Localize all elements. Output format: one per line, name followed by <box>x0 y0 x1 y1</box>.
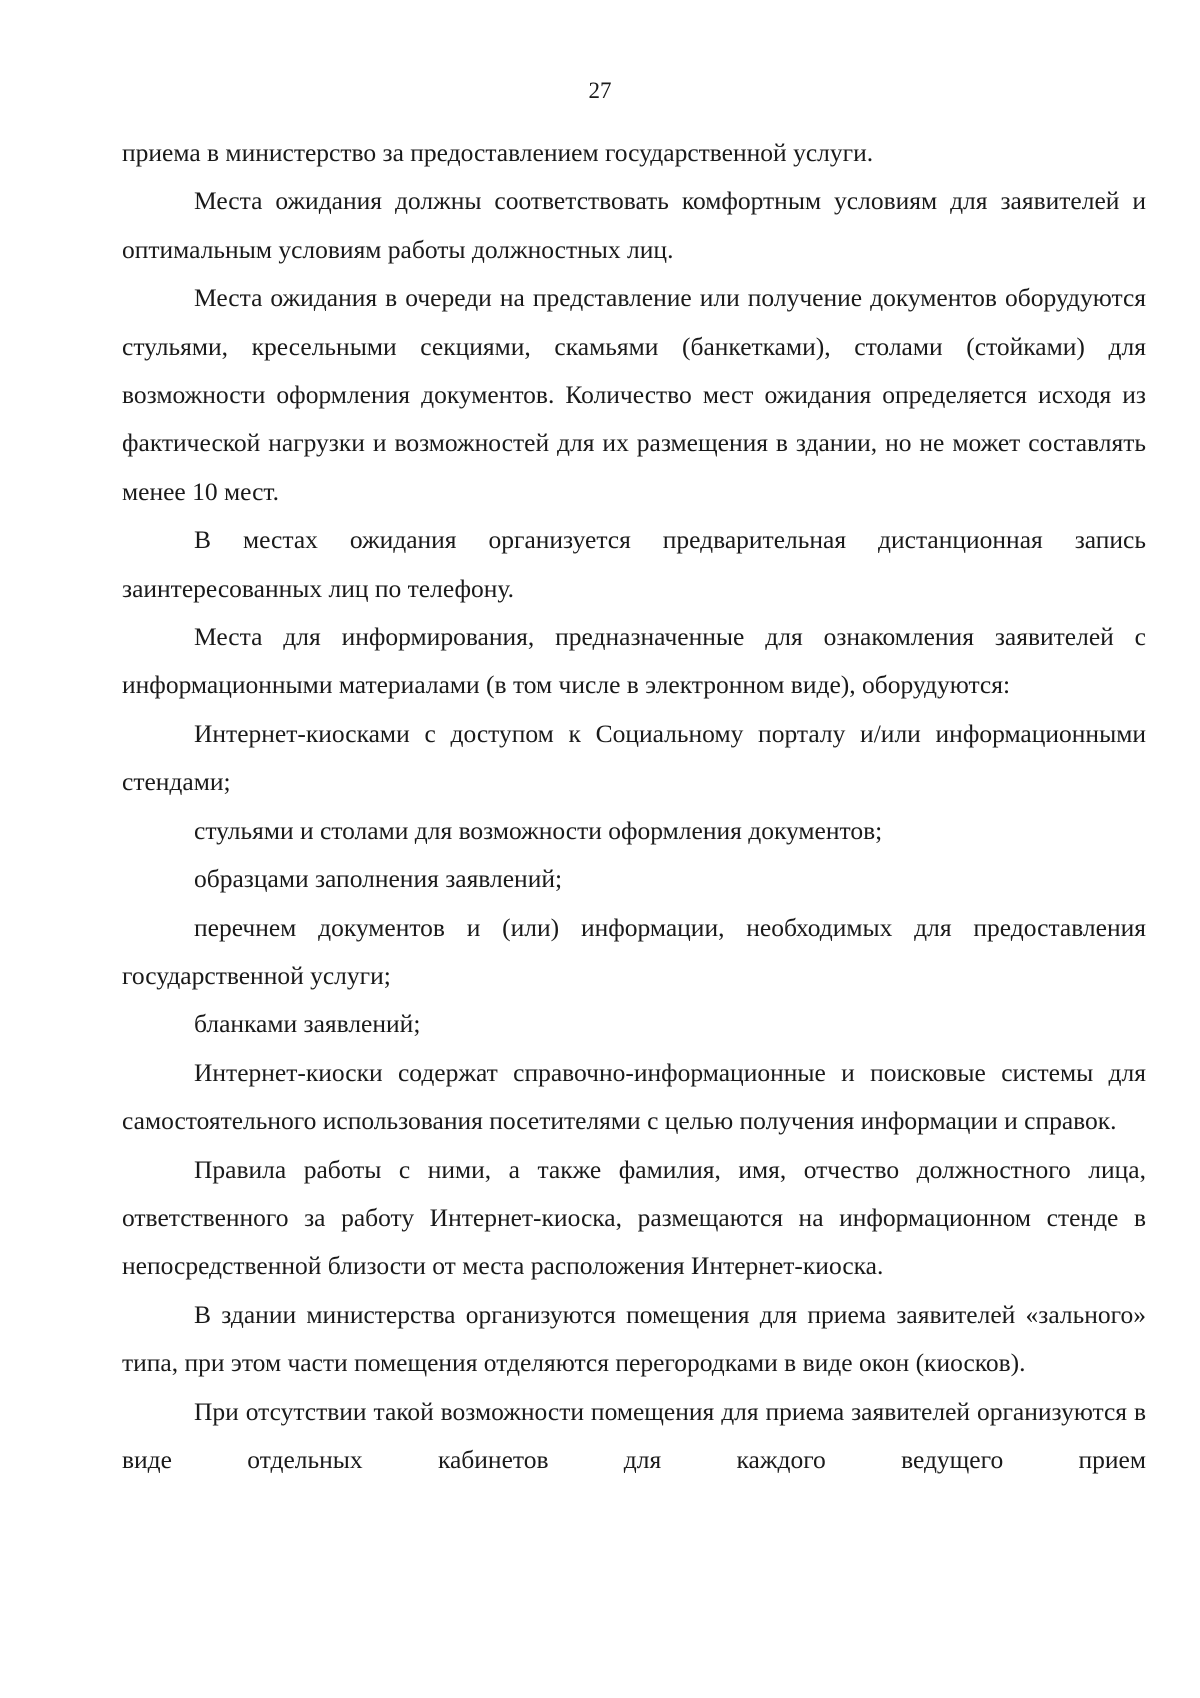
list-item-samples: образцами заполнения заявлений; <box>194 864 563 894</box>
paragraph-1: приема в министерство за предоставлением государственной услуги. <box>122 138 874 167</box>
paragraph-separate-offices: При отсутствии такой возможности помещения для приема заявителей организуются в виде отдельных кабинетов для каждого ведущего прием <box>122 1396 1146 1474</box>
paragraph-2: Места ожидания должны соответствовать комфортным условиям для заявителей и оптимальным условиям работы должностных лиц. <box>122 186 1146 264</box>
paragraph-5: Места для информирования, предназначенные для ознакомления заявителей с информационными материалами (в том числе в электронном виде), оборудуются: <box>122 622 1146 700</box>
list-item-blanks: бланками заявлений; <box>194 1009 421 1039</box>
list-item-chairs-tables: стульями и столами для возможности оформления документов; <box>194 815 883 845</box>
list-item-kiosks: Интернет-киосками с доступом к Социальному порталу и/или информационными стендами; <box>122 718 1146 797</box>
page-number: 27 <box>588 78 612 103</box>
paragraph-kiosk-rules: Правила работы с ними, а также фамилия, имя, отчество должностного лица, ответственного за работу Интернет-киоска, размещаются на информационном стенде в непосредственной близости от места расположения Интернет-киоска. <box>122 1154 1146 1281</box>
list-item-document-list: перечнем документов и (или) информации, необходимых для предоставления государственной услуги; <box>122 912 1146 990</box>
paragraph-kiosk-systems: Интернет-киоски содержат справочно-информационные и поисковые системы для самостоятельного использования посетителями с целью получения информации и справок. <box>122 1057 1146 1136</box>
paragraph-3: Места ожидания в очереди на представление или получение документов оборудуются стульями, кресельными секциями, скамьями (банкетками), столами (стойками) для возможности оформления документов. Количество мест ожидания определяется исходя из фактической нагрузки и возможностей для их размещения в здании, но не может составлять менее 10 мест. <box>122 283 1146 506</box>
paragraph-4: В местах ожидания организуется предварительная дистанционная запись заинтересованных лиц по телефону. <box>122 525 1146 603</box>
document-body <box>122 129 1146 1484</box>
paragraph-hall-rooms: В здании министерства организуются помещения для приема заявителей «зального» типа, при этом части помещения отделяются перегородками в виде окон (киосков). <box>122 1299 1146 1378</box>
